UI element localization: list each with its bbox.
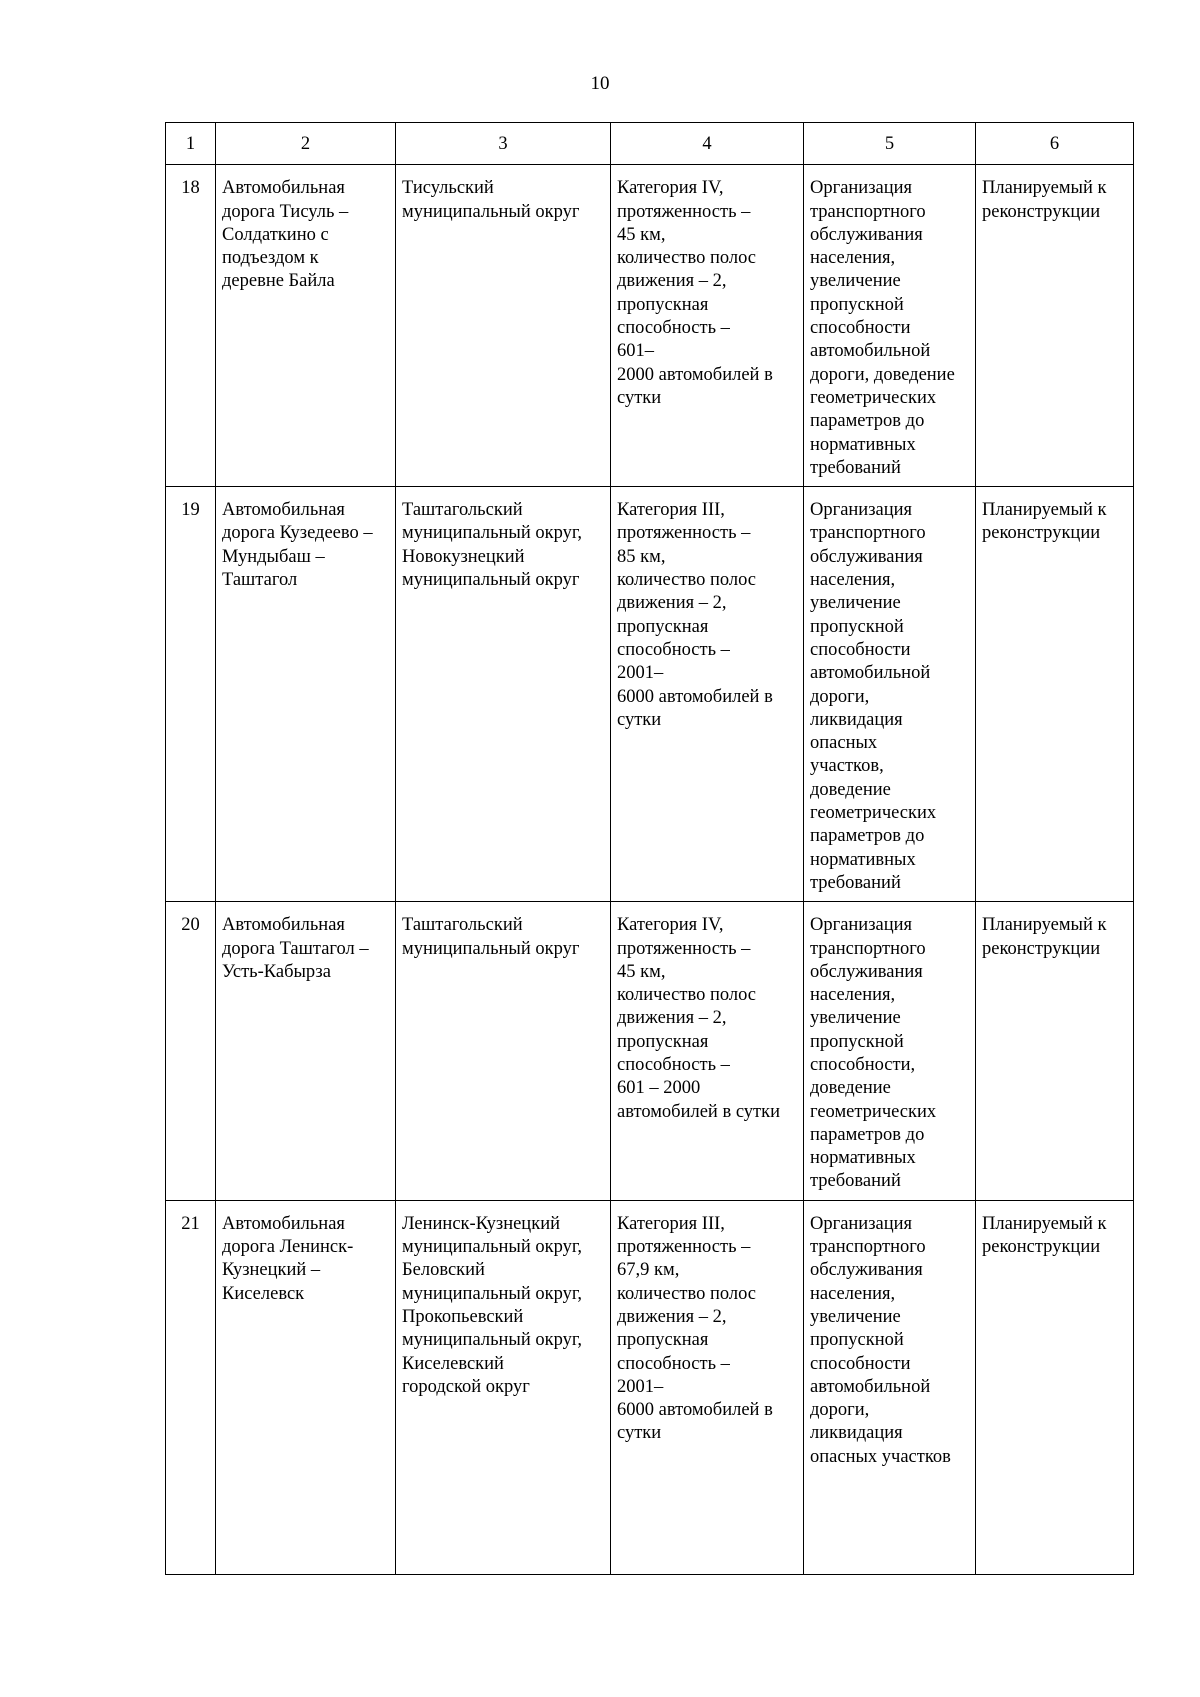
row-number: 21 — [166, 1200, 216, 1574]
road-characteristics-line: пропускная — [617, 616, 709, 637]
road-purpose-line: увеличение — [810, 271, 901, 292]
road-purpose-line: участков, — [810, 756, 884, 777]
road-status-line: Планируемый к — [982, 178, 1107, 199]
road-name-line: дорога Тисуль – — [222, 201, 349, 222]
road-location-line: муниципальный округ, — [402, 523, 582, 544]
road-location-line: Тисульский — [402, 178, 494, 199]
road-name-line: Усть-Кабырза — [222, 961, 331, 982]
road-location-line: Ленинск-Кузнецкий — [402, 1213, 560, 1234]
road-purpose-line: геометрических — [810, 803, 937, 824]
road-location-line: Таштагольский — [402, 915, 523, 936]
road-purpose-line: обслуживания — [810, 546, 923, 567]
road-name — [216, 902, 396, 1201]
road-purpose-line: автомобильной — [810, 341, 931, 362]
road-location-line: муниципальный округ, — [402, 1237, 582, 1258]
road-purpose-line: пропускной — [810, 294, 904, 315]
road-name-line: Киселевск — [222, 1283, 305, 1304]
road-status — [976, 902, 1134, 1201]
road-purpose-line: требований — [810, 457, 901, 478]
road-purpose-line: пропускной — [810, 1330, 904, 1351]
road-purpose-line: дороги, доведение — [810, 364, 955, 385]
header-cell: 4 — [611, 123, 804, 165]
road-purpose — [804, 165, 976, 487]
road-status-line: реконструкции — [982, 523, 1101, 544]
road-purpose-line: параметров до — [810, 1124, 925, 1145]
road-characteristics-line: 601– — [617, 341, 654, 362]
header-cell: 6 — [976, 123, 1134, 165]
road-location-line: Таштагольский — [402, 500, 523, 521]
road-location-line: городской округ — [402, 1376, 530, 1397]
road-characteristics-line: 6000 автомобилей в — [617, 1400, 773, 1421]
road-characteristics-line: сутки — [617, 387, 662, 408]
road-purpose-line: транспортного — [810, 201, 926, 222]
road-purpose-line: опасных участков — [810, 1446, 951, 1467]
road-name-line: Автомобильная — [222, 500, 345, 521]
road-status-line: реконструкции — [982, 938, 1101, 959]
road-purpose — [804, 1200, 976, 1574]
row-number: 20 — [166, 902, 216, 1201]
road-purpose-line: геометрических — [810, 1101, 937, 1122]
road-purpose-line: доведение — [810, 1078, 891, 1099]
road-status — [976, 487, 1134, 902]
road-location — [396, 1200, 611, 1574]
road-characteristics-line: 2001– — [617, 663, 664, 684]
road-purpose-line: обслуживания — [810, 1260, 923, 1281]
road-characteristics-line: 2001– — [617, 1376, 664, 1397]
road-characteristics-line: протяженность – — [617, 1237, 751, 1258]
road-purpose-line: населения, — [810, 985, 896, 1006]
road-purpose-line: геометрических — [810, 387, 937, 408]
road-purpose-line: параметров до — [810, 411, 925, 432]
road-purpose — [804, 487, 976, 902]
table-row — [166, 1200, 1134, 1574]
road-characteristics-line: пропускная — [617, 294, 709, 315]
road-characteristics-line: Категория III, — [617, 1213, 725, 1234]
road-purpose-line: увеличение — [810, 1008, 901, 1029]
road-location-line: Новокузнецкий — [402, 546, 525, 567]
road-characteristics-line: количество полос — [617, 985, 757, 1006]
table-row — [166, 902, 1134, 1201]
road-purpose-line: параметров до — [810, 826, 925, 847]
road-purpose-line: обслуживания — [810, 224, 923, 245]
road-characteristics — [611, 902, 804, 1201]
header-cell: 2 — [216, 123, 396, 165]
road-purpose-line: транспортного — [810, 523, 926, 544]
road-purpose-line: увеличение — [810, 1306, 901, 1327]
road-purpose-line: пропускной — [810, 616, 904, 637]
road-characteristics-line: количество полос — [617, 570, 757, 591]
road-characteristics — [611, 487, 804, 902]
road-purpose-line: населения, — [810, 248, 896, 269]
header-cell: 1 — [166, 123, 216, 165]
road-purpose-line: нормативных — [810, 849, 916, 870]
road-characteristics — [611, 165, 804, 487]
road-characteristics-line: способность – — [617, 1054, 730, 1075]
road-purpose-line: ликвидация — [810, 709, 903, 730]
road-characteristics-line: сутки — [617, 709, 662, 730]
road-name — [216, 165, 396, 487]
road-characteristics-line: протяженность – — [617, 938, 751, 959]
road-characteristics-line: 67,9 км, — [617, 1260, 680, 1281]
road-purpose-line: автомобильной — [810, 663, 931, 684]
road-characteristics-line: пропускная — [617, 1330, 709, 1351]
road-purpose-line: транспортного — [810, 1237, 926, 1258]
road-purpose-line: Организация — [810, 500, 913, 521]
road-purpose-line: Организация — [810, 1213, 913, 1234]
road-characteristics-line: движения – 2, — [617, 1306, 727, 1327]
road-characteristics-line: способность – — [617, 318, 730, 339]
road-location — [396, 165, 611, 487]
road-characteristics-line: способность – — [617, 639, 730, 660]
road-purpose-line: обслуживания — [810, 961, 923, 982]
road-status — [976, 165, 1134, 487]
road-purpose-line: способности, — [810, 1054, 916, 1075]
road-characteristics-line: количество полос — [617, 248, 757, 269]
road-characteristics-line: 6000 автомобилей в — [617, 686, 773, 707]
road-name-line: Таштагол — [222, 570, 298, 591]
road-location-line: Киселевский — [402, 1353, 504, 1374]
roads-table — [165, 122, 1134, 1575]
road-status-line: Планируемый к — [982, 915, 1107, 936]
road-characteristics-line: протяженность – — [617, 523, 751, 544]
road-purpose-line: опасных — [810, 733, 878, 754]
table-row — [166, 487, 1134, 902]
road-location-line: Беловский — [402, 1260, 485, 1281]
road-location-line: муниципальный округ — [402, 570, 580, 591]
road-purpose-line: пропускной — [810, 1031, 904, 1052]
road-purpose-line: требований — [810, 872, 901, 893]
road-characteristics-line: 601 – 2000 — [617, 1078, 701, 1099]
road-purpose-line: ликвидация — [810, 1423, 903, 1444]
road-status-line: реконструкции — [982, 201, 1101, 222]
road-name-line: деревне Байла — [222, 271, 335, 292]
road-characteristics-line: Категория III, — [617, 500, 725, 521]
road-characteristics-line: Категория IV, — [617, 915, 724, 936]
road-name-line: Автомобильная — [222, 178, 345, 199]
road-characteristics-line: способность – — [617, 1353, 730, 1374]
road-characteristics-line: автомобилей в сутки — [617, 1101, 781, 1122]
road-purpose-line: нормативных — [810, 1148, 916, 1169]
road-name — [216, 487, 396, 902]
road-characteristics-line: пропускная — [617, 1031, 709, 1052]
road-purpose-line: требований — [810, 1171, 901, 1192]
road-purpose-line: автомобильной — [810, 1376, 931, 1397]
road-characteristics-line: движения – 2, — [617, 593, 727, 614]
road-status — [976, 1200, 1134, 1574]
road-location-line: муниципальный округ, — [402, 1330, 582, 1351]
road-purpose-line: Организация — [810, 178, 913, 199]
road-purpose-line: транспортного — [810, 938, 926, 959]
road-purpose — [804, 902, 976, 1201]
road-characteristics-line: движения – 2, — [617, 271, 727, 292]
road-characteristics-line: движения – 2, — [617, 1008, 727, 1029]
road-location — [396, 487, 611, 902]
road-name-line: Автомобильная — [222, 1213, 345, 1234]
road-characteristics-line: протяженность – — [617, 201, 751, 222]
road-name-line: Автомобильная — [222, 915, 345, 936]
road-location — [396, 902, 611, 1201]
road-characteristics-line: Категория IV, — [617, 178, 724, 199]
road-status-line: реконструкции — [982, 1237, 1101, 1258]
road-name — [216, 1200, 396, 1574]
header-cell: 5 — [804, 123, 976, 165]
road-name-line: Солдаткино с — [222, 224, 329, 245]
road-name-line: дорога Ленинск- — [222, 1237, 354, 1258]
header-cell: 3 — [396, 123, 611, 165]
road-characteristics-line: сутки — [617, 1423, 662, 1444]
road-name-line: дорога Таштагол – — [222, 938, 369, 959]
road-purpose-line: нормативных — [810, 434, 916, 455]
road-name-line: Мундыбаш – — [222, 546, 325, 567]
page-number: 10 — [590, 73, 610, 94]
road-purpose-line: способности — [810, 318, 911, 339]
road-characteristics-line: 45 км, — [617, 961, 666, 982]
road-status-line: Планируемый к — [982, 500, 1107, 521]
road-purpose-line: Организация — [810, 915, 913, 936]
road-characteristics — [611, 1200, 804, 1574]
road-location-line: муниципальный округ — [402, 201, 580, 222]
road-purpose-line: дороги, — [810, 686, 870, 707]
road-characteristics-line: 2000 автомобилей в — [617, 364, 773, 385]
row-number: 19 — [166, 487, 216, 902]
road-purpose-line: дороги, — [810, 1400, 870, 1421]
road-name-line: подъездом к — [222, 248, 319, 269]
road-characteristics-line: количество полос — [617, 1283, 757, 1304]
road-purpose-line: населения, — [810, 1283, 896, 1304]
table-row — [166, 165, 1134, 487]
road-name-line: Кузнецкий – — [222, 1260, 321, 1281]
table-header-row — [166, 123, 1134, 165]
road-characteristics-line: 45 км, — [617, 224, 666, 245]
road-purpose-line: способности — [810, 1353, 911, 1374]
road-location-line: муниципальный округ, — [402, 1283, 582, 1304]
row-number: 18 — [166, 165, 216, 487]
road-purpose-line: населения, — [810, 570, 896, 591]
road-location-line: муниципальный округ — [402, 938, 580, 959]
road-purpose-line: способности — [810, 639, 911, 660]
road-name-line: дорога Кузедеево – — [222, 523, 373, 544]
road-purpose-line: увеличение — [810, 593, 901, 614]
road-characteristics-line: 85 км, — [617, 546, 666, 567]
road-purpose-line: доведение — [810, 779, 891, 800]
road-location-line: Прокопьевский — [402, 1306, 524, 1327]
road-status-line: Планируемый к — [982, 1213, 1107, 1234]
